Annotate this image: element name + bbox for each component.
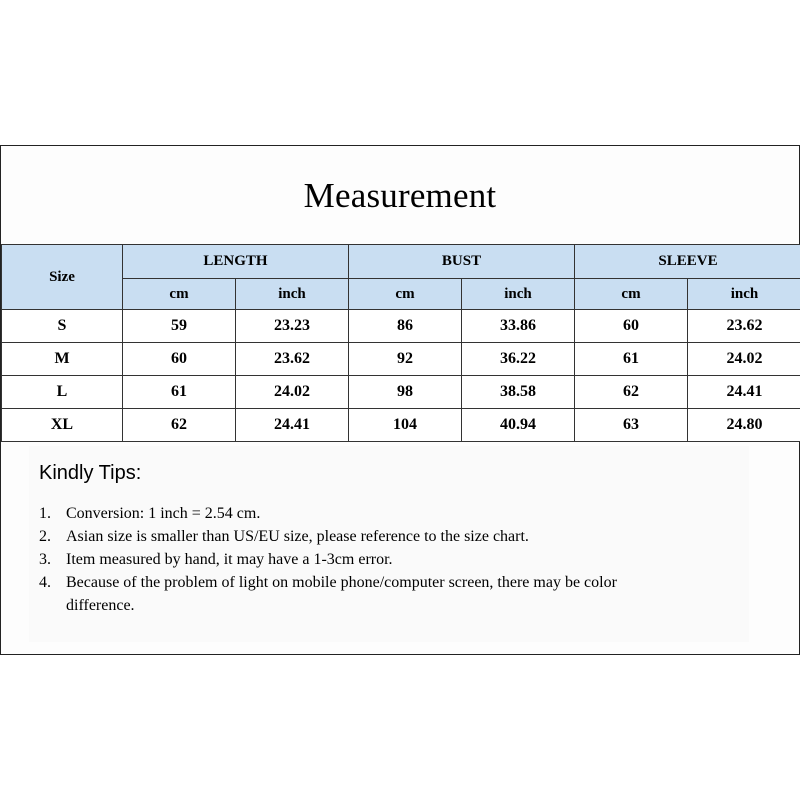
- tip-number: 3.: [39, 551, 51, 568]
- tip-number: 1.: [39, 505, 51, 522]
- unit-header: cm: [575, 279, 688, 310]
- size-cell: S: [2, 310, 123, 343]
- tip-number: 4.: [39, 574, 51, 591]
- list-item: [39, 548, 679, 571]
- kindly-tips-panel: [29, 446, 749, 642]
- table-cell: 61: [123, 376, 236, 409]
- table-cell: 92: [349, 343, 462, 376]
- table-cell: 59: [123, 310, 236, 343]
- table-cell: 36.22: [462, 343, 575, 376]
- table-cell: 24.80: [688, 409, 800, 442]
- table-cell: 98: [349, 376, 462, 409]
- table-cell: 24.41: [236, 409, 349, 442]
- length-header: LENGTH: [123, 245, 349, 279]
- table-cell: 104: [349, 409, 462, 442]
- unit-header: cm: [349, 279, 462, 310]
- list-item: [39, 502, 679, 525]
- table-cell: 23.23: [236, 310, 349, 343]
- table-cell: 60: [575, 310, 688, 343]
- table-row: [2, 409, 800, 442]
- size-cell: XL: [2, 409, 123, 442]
- unit-header: inch: [236, 279, 349, 310]
- size-chart-table: [1, 244, 800, 442]
- table-cell: 24.02: [688, 343, 800, 376]
- tips-list: [39, 502, 679, 617]
- table-cell: 62: [123, 409, 236, 442]
- tips-title: Kindly Tips:: [39, 462, 142, 484]
- table-cell: 86: [349, 310, 462, 343]
- table-cell: 63: [575, 409, 688, 442]
- page-title: Measurement: [303, 176, 497, 215]
- unit-header: cm: [123, 279, 236, 310]
- table-cell: 60: [123, 343, 236, 376]
- table-row: [2, 310, 800, 343]
- tip-text: Item measured by hand, it may have a 1-3cm error.: [66, 551, 393, 568]
- tip-number: 2.: [39, 528, 51, 545]
- size-column-header: Size: [2, 245, 123, 310]
- bust-header: BUST: [349, 245, 575, 279]
- measurement-card: [0, 145, 800, 655]
- table-cell: 24.02: [236, 376, 349, 409]
- list-item: [39, 525, 679, 548]
- tip-text: Conversion: 1 inch = 2.54 cm.: [66, 505, 261, 522]
- sleeve-header: SLEEVE: [575, 245, 800, 279]
- table-row: [2, 376, 800, 409]
- table-cell: 23.62: [236, 343, 349, 376]
- table-cell: 23.62: [688, 310, 800, 343]
- list-item: [39, 571, 679, 617]
- tip-text: Asian size is smaller than US/EU size, please reference to the size chart.: [66, 528, 529, 545]
- table-cell: 40.94: [462, 409, 575, 442]
- tip-text: Because of the problem of light on mobile phone/computer screen, there may be color difference.: [66, 574, 617, 614]
- table-cell: 38.58: [462, 376, 575, 409]
- table-cell: 33.86: [462, 310, 575, 343]
- table-cell: 61: [575, 343, 688, 376]
- table-cell: 24.41: [688, 376, 800, 409]
- table-row: [2, 343, 800, 376]
- unit-header: inch: [462, 279, 575, 310]
- size-cell: L: [2, 376, 123, 409]
- unit-header: inch: [688, 279, 800, 310]
- table-cell: 62: [575, 376, 688, 409]
- size-cell: M: [2, 343, 123, 376]
